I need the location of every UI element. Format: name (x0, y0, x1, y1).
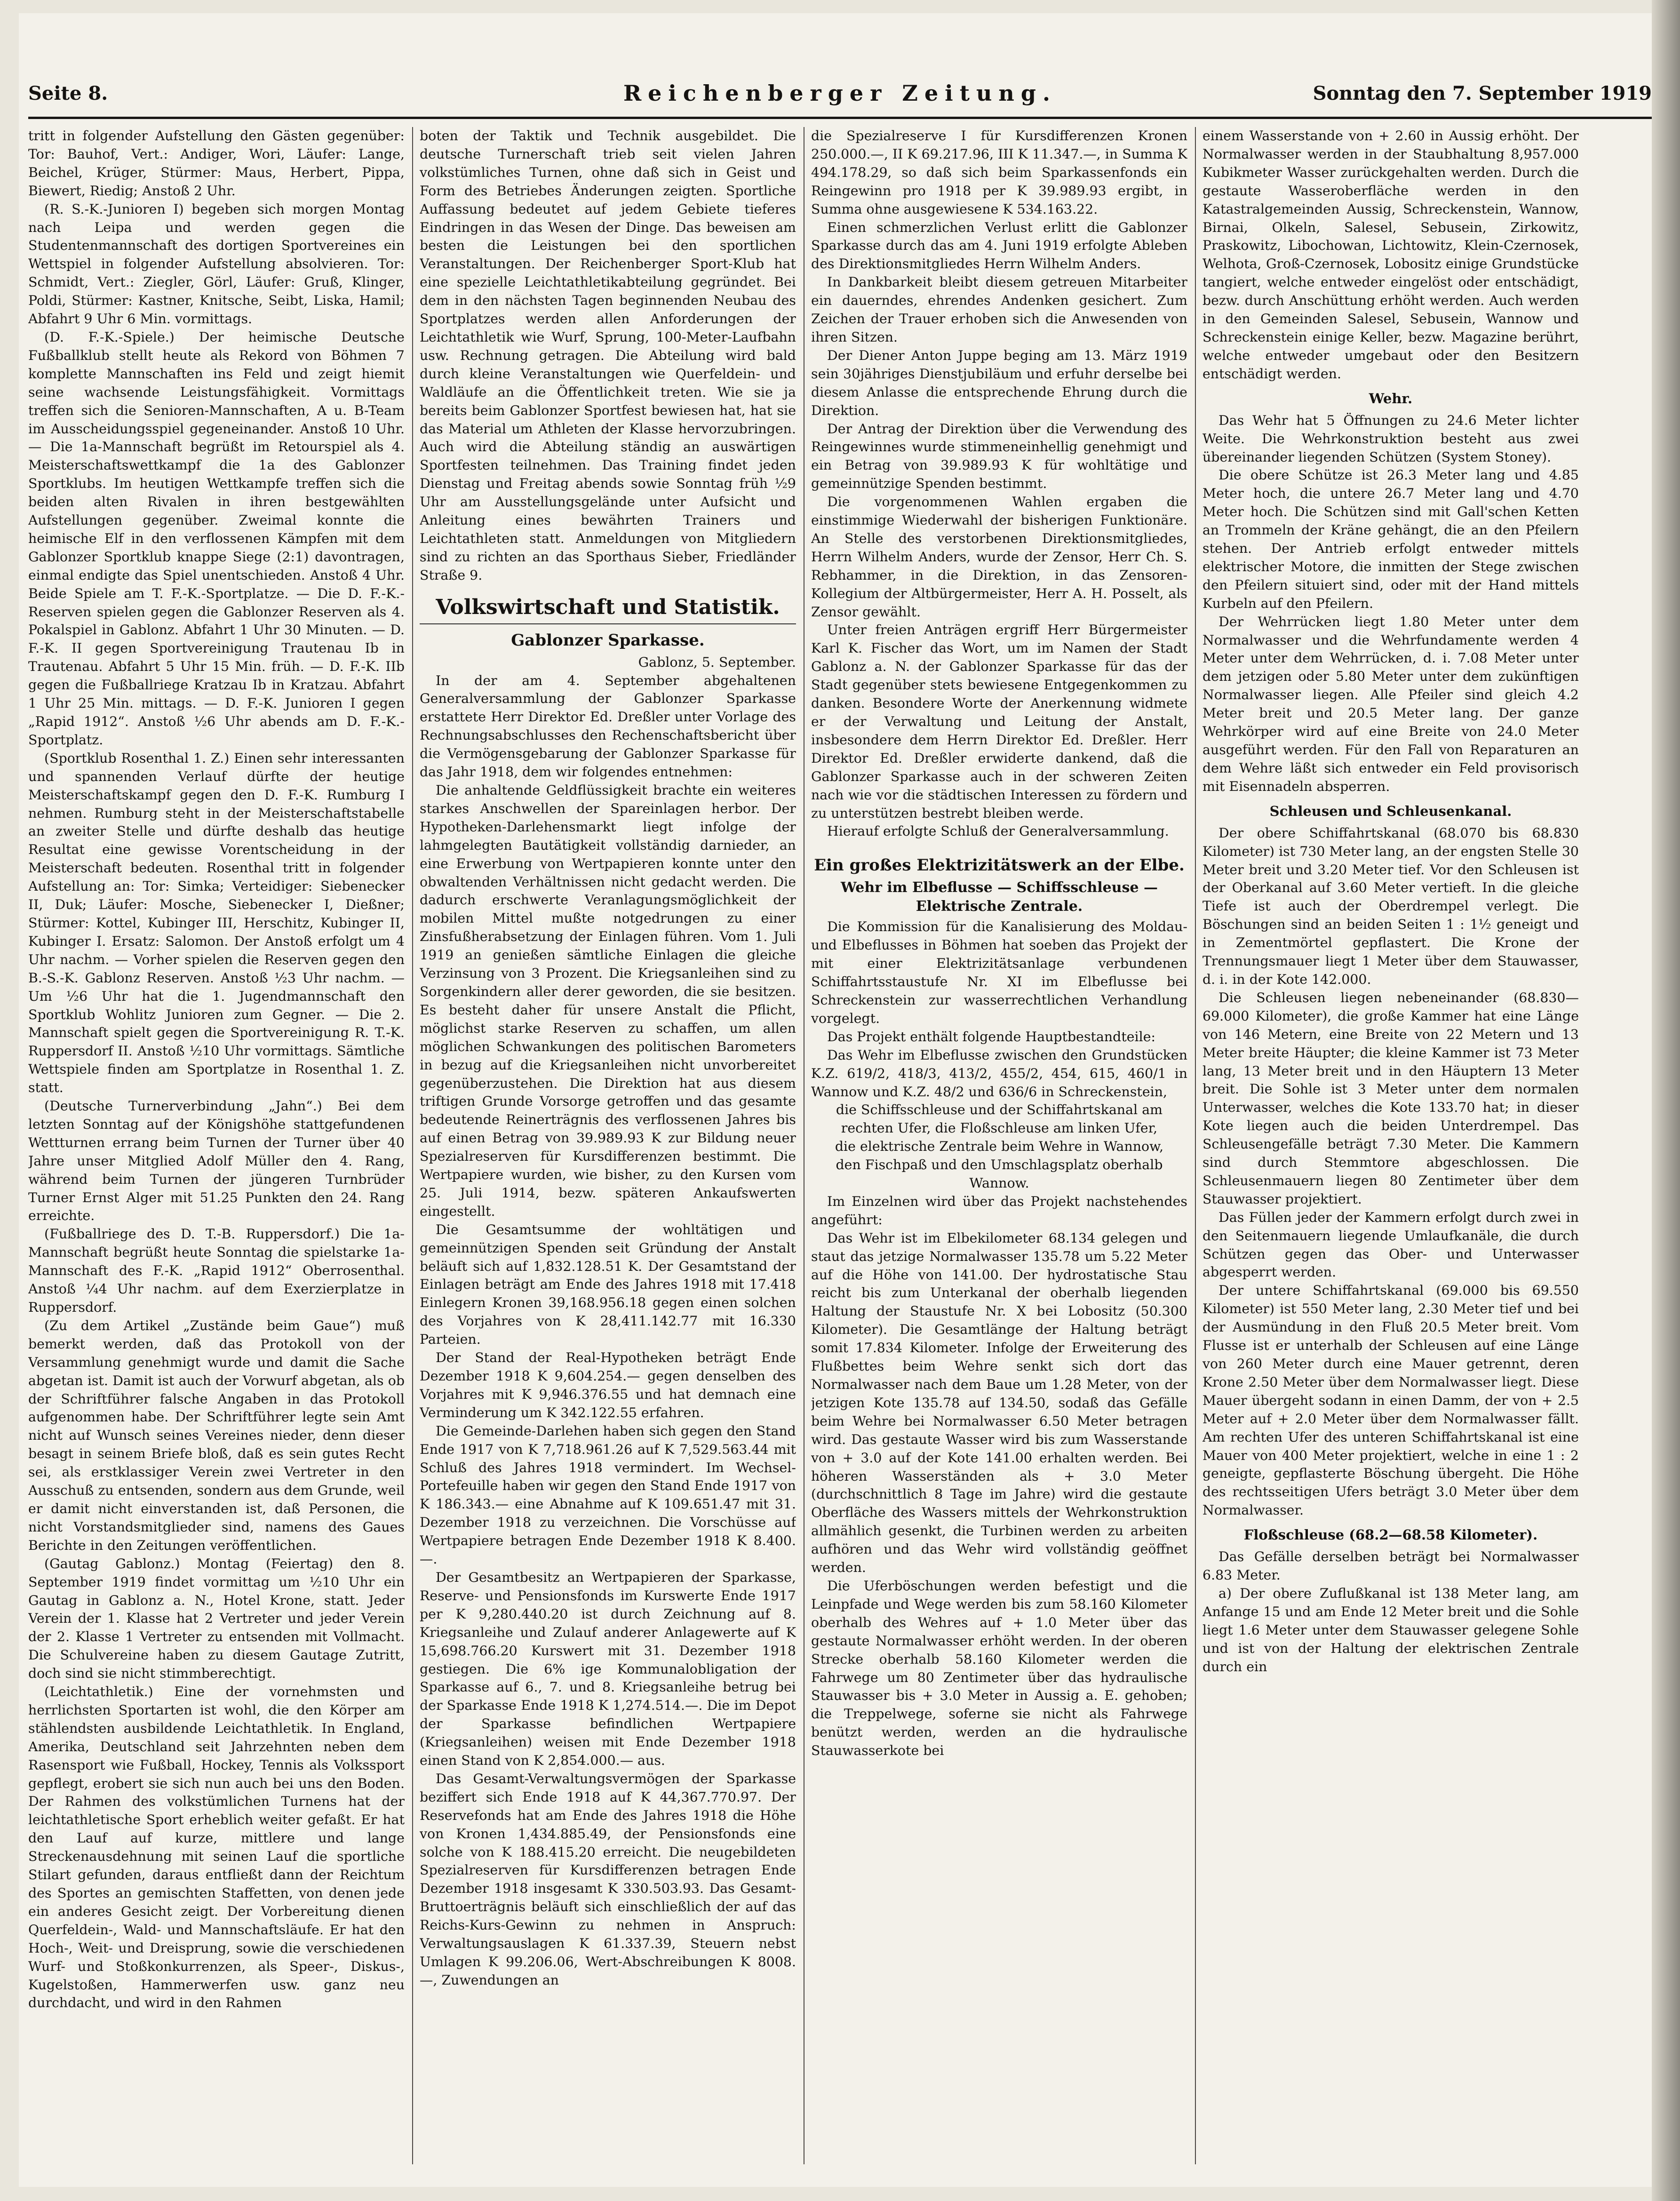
section-heading: Volkswirtschaft und Statistik. (420, 593, 796, 624)
article-title: Gablonzer Sparkasse. (511, 630, 705, 650)
paragraph: Die Kommission für die Kanalisierung des Moldau- und Elbeflusses in Böhmen hat soeben das Projekt der mit einer Elektrizitätsanlage verbundenen Schiffahrtsstaustufe Nr. XI im Elbeflusse bei Schreckenstein zur wasserrechtlichen Verhandlung vorgelegt. (811, 919, 1187, 1026)
paragraph: Der untere Schiffahrtskanal (69.000 bis 69.550 Kilometer) ist 550 Meter lang, 2.30 Meter tief und bei der Ausmündung in den Fluß 20.5 Meter breit. Vom Flusse ist er unterhalb der Schleusen auf eine Länge von 260 Meter durch eine Mauer getrennt, deren Krone 2.50 Meter über dem Normalwasser liegt. Diese Mauer übergeht sodann in einen Damm, der von + 2.5 Meter auf + 2.0 Meter über dem Normalwasser fällt. Am rechten Ufer des unteren Schiffahrtskanal ist eine Mauer von 400 Meter projektiert, welche in eine 1 : 2 geneigte, gepflasterte Böschung übergeht. Die Höhe des rechtsseitigen Ufers beträgt 3.0 Meter über dem Normalwasser. (1202, 1283, 1579, 1518)
column-divider (1195, 127, 1196, 2164)
paragraph: Der Stand der Real-Hypotheken beträgt Ende Dezember 1918 K 9,604.254.— gegen denselben des Vorjahres mit K 9,946.376.55 und hat demnach eine Verminderung um K 342.122.55 erfahren. (420, 1350, 796, 1420)
paragraph: Im Einzelnen wird über das Projekt nachstehendes angeführt: (811, 1193, 1187, 1228)
dateline: Gablonz, 5. September. (638, 654, 796, 670)
paragraph: Das Wehr ist im Elbekilometer 68.134 gelegen und staut das jetzige Normalwasser 135.78 um 5.22 Meter auf die Höhe von 141.00. Der hydrostatische Stau reicht bis zum Unterkanal der oberhalb liegenden Haltung der Staustufe Nr. X bei Lobositz (50.300 Kilometer). Die Gesamtlänge der Haltung beträgt somit 17.834 Kilometer. Infolge der Erweiterung des Flußbettes beim Wehre senkt sich dort das Normalwasser nach dem Baue um 1.28 Meter, von der jetzigen Kote 135.78 auf 134.50, sodaß das Gefälle beim Wehre bei Normalwasser 6.50 Meter betragen wird. Das gestaute Wasser wird bis zum Wasserstande von + 3.0 auf der Kote 141.00 erhalten werden. Bei höheren Wasserständen als + 3.0 Meter (durchschnittlich 8 Tage im Jahre) wird die gestaute Oberfläche des Wassers mittels der Wehrkonstruktion allmählich gesenkt, die Turbinen werden zu arbeiten aufhören und das Wehr wird vollständig geöffnet werden. (811, 1230, 1187, 1576)
issue-date: Sonntag den 7. September 1919 (1313, 82, 1652, 104)
paragraph: Das Wehr im Elbeflusse zwischen den Grundstücken K.Z. 619/2, 418/3, 413/2, 455/2, 454, 615, 460/1 in Wannow und K.Z. 48/2 und 636/6 in Schreckenstein, (811, 1047, 1187, 1100)
paragraph: In der am 4. September abgehaltenen Generalversammlung der Gablonzer Sparkasse erstattete Herr Direktor Ed. Dreßler unter Vorlage des Rechnungsabschlusses den Rechenschaftsbericht über die Vermögensgebarung der Gablonzer Sparkasse für das Jahr 1918, dem wir folgendes entnehmen: (420, 672, 796, 780)
subsection-heading: Wehr. (1369, 390, 1413, 407)
paragraph: den Fischpaß und den Umschlagsplatz oberhalb Wannow. (836, 1157, 1163, 1191)
paragraph: Das Projekt enthält folgende Hauptbestandteile: (827, 1029, 1156, 1045)
paragraph: (Gautag Gablonz.) Montag (Feiertag) den 8. September 1919 findet vormittag um ½10 Uhr ein Gautag in Gablonz a. N., Hotel Krone, statt. Jeder Verein der 1. Klasse hat 2 Vertreter und jeder Verein der 2. Klasse 1 Vertreter zu entsenden mit Vollmacht. Die Schulvereine haben zu diesem Gautage Zutritt, doch sind sie nicht stimmberechtigt. (28, 1555, 405, 1682)
paragraph: Einen schmerzlichen Verlust erlitt die Gablonzer Sparkasse durch das am 4. Juni 1919 erfolgte Ableben des Direktionsmitgliedes Herrn Wilhelm Anders. (811, 219, 1187, 272)
paragraph: Unter freien Anträgen ergriff Herr Bürgermeister Karl K. Fischer das Wort, um im Namen der Stadt Gablonz a. N. der Gablonzer Sparkasse für das der Stadt gegenüber stets bewiesene Entgegenkommen zu danken. Besondere Worte der Anerkennung widmete er der Verwaltung und Leitung der Anstalt, insbesondere dem Herrn Direktor Ed. Dreßler. Herr Direktor Ed. Dreßler erwiderte dankend, daß die Gablonzer Sparkasse auch in der schweren Zeiten nach wie vor die städtischen Interessen zu fördern und zu unterstützen bestrebt bleiben werde. (811, 622, 1187, 821)
page-edge-shadow (1652, 0, 1680, 2201)
header-rule (28, 117, 1652, 119)
paragraph: (Zu dem Artikel „Zustände beim Gaue“) muß bemerkt werden, daß das Protokoll von der Versammlung genehmigt wurde und damit die Sache abgetan ist. Damit ist auch der Vorwurf abgetan, als ob der Schriftführer falsche Angaben in das Protokoll aufgenommen habe. Der Schriftführer legte sein Amt nicht auf Wunsch seines Vereines nieder, denn dieser besagt in seinem Briefe bloß, daß es sein gutes Recht sei, als erstklassiger Verein zwei Vertreter in den Ausschuß zu entsenden, sondern aus dem Grunde, weil er damit nicht einverstanden ist, daß Personen, die nicht Vorstandsmitglieder sind, namens des Gaues Berichte in den Zeitungen veröffentlichen. (28, 1317, 405, 1553)
column-4 (1202, 127, 1579, 2164)
article-subtitle: Wehr im Elbeflusse — Schiffsschleuse — Elektrische Zentrale. (840, 879, 1158, 915)
paragraph: (Leichtathletik.) Eine der vornehmsten und herrlichsten Sportarten ist wohl, die den Körper am stählendsten ausbildende Leichtathletik. In England, Amerika, Deutschland seit Jahrzehnten neben dem Rasensport wie Fußball, Hockey, Tennis als Volkssport gepflegt, erobert sie sich nun auch bei uns den Boden. Der Rahmen des volkstümlichen Turnens hat der leichtathletische Sport erheblich weiter gefaßt. Er hat den Lauf auf kurze, mittlere und lange Streckenausdehnung mit seinen Lauf die sportliche Stilart gefunden, daraus entfließt dann der Reichtum des Sportes an gemischten Staffetten, von denen jede ein anderes Gesicht zeigt. Der Vorbereitung dienen Querfeldein-, Wald- und Mannschaftsläufe. Er hat den Hoch-, Weit- und Dreisprung, sowie die verschiedenen Wurf- und Stoßkonkurrenzen, als Speer-, Diskus-, Kugelstoßen, Hammerwerfen usw. ganz neu durchdacht, und wird in den Rahmen (28, 1684, 405, 2011)
paragraph: die Spezialreserve I für Kursdifferenzen Kronen 250.000.—, II K 69.217.96, III K 11.347.—, in Summa K 494.178.29, so daß sich beim Sparkassenfonds ein Reingewinn pro 1918 per K 39.989.93 ergibt, in Summa ohne ausgewiesene K 534.163.22. (811, 128, 1187, 217)
page-number: Seite 8. (28, 82, 108, 104)
paragraph: Die vorgenommenen Wahlen ergaben die einstimmige Wiederwahl der bisherigen Funktionäre. An Stelle des verstorbenen Direktionsmitgliedes, Herrn Wilhelm Anders, wurde der Zensor, Herr Ch. S. Rebhammer, in die Direktion, in das Zensoren-Kollegium der Altbürgermeister, Herr A. H. Posselt, als Zensor gewählt. (811, 494, 1187, 620)
column-divider (412, 127, 413, 2164)
paragraph: Die Schleusen liegen nebeneinander (68.830—69.000 Kilometer), die große Kammer hat eine Länge von 146 Metern, eine Breite von 22 Metern und 13 Meter breite Häupter; die kleine Kammer ist 73 Meter lang, 13 Meter breit und in den Häuptern 13 Meter breit. Die Sohle ist 3 Meter unter dem normalen Unterwasser, welches die Kote 133.70 hat; in dieser Kote liegen auch die beiden Unterdrempel. Das Schleusengefälle beträgt 7.30 Meter. Die Kammern sind durch Stemmtore abgeschlossen. Die Schleusenmauern liegen 80 Zentimeter über dem Stauwasser projektiert. (1202, 989, 1579, 1207)
column-1-sports (28, 127, 405, 2164)
paragraph: Das Wehr hat 5 Öffnungen zu 24.6 Meter lichter Weite. Die Wehrkonstruktion besteht aus zwei übereinander liegenden Schützen (System Stoney). (1202, 412, 1579, 465)
paragraph: In Dankbarkeit bleibt diesem getreuen Mitarbeiter ein dauerndes, ehrendes Andenken gesichert. Zum Zeichen der Trauer erhoben sich die Anwesenden von ihren Sitzen. (811, 274, 1187, 345)
paragraph: Der Antrag der Direktion über die Verwendung des Reingewinnes wurde stimmeneinhellig genehmigt und ein Betrag von 39.989.93 K für wohltätige und gemeinnützige Spenden bestimmt. (811, 421, 1187, 492)
paragraph: die elektrische Zentrale beim Wehre in Wannow, (835, 1139, 1164, 1155)
article-title: Ein großes Elektrizitätswerk an der Elbe. (814, 856, 1185, 875)
paragraph: (Deutsche Turnerverbindung „Jahn“.) Bei dem letzten Sonntag auf der Königshöhe stattgefundenen Wettturnen errang beim Turnen der Turner über 40 Jahre unser Mitglied Adolf Müller den 4. Rang, während beim Turnen der jüngeren Turnbrüder Turner Ernst Alger mit 51.25 Punkten den 24. Rang erreichte. (28, 1098, 405, 1224)
paragraph: (R. S.-K.-Junioren I) begeben sich morgen Montag nach Leipa und werden gegen die Studentenmannschaft des dortigen Sportvereines ein Wettspiel in folgender Aufstellung absolvieren. Tor: Schmidt, Vert.: Ziegler, Görl, Läufer: Gruß, Klinger, Poldi, Stürmer: Kastner, Knitsche, Seibt, Liska, Hamil; Abfahrt 9 Uhr 6 Min. vormittags. (28, 201, 405, 327)
paragraph: Der Wehrrücken liegt 1.80 Meter unter dem Normalwasser und die Wehrfundamente werden 4 Meter unter dem Wehrrücken, d. i. 7.08 Meter unter dem jetzigen oder 5.80 Meter unter dem zukünftigen Normalwasser liegen. Alle Pfeiler sind gleich 4.2 Meter breit und 20.5 Meter lang. Der ganze Wehrkörper wird auf eine Breite von 24.0 Meter ausgeführt werden. Für den Fall von Reparaturen an dem Wehre läßt sich entweder ein Feld provisorisch mit Eisennadeln absperren. (1202, 614, 1579, 794)
paragraph: Hierauf erfolgte Schluß der Generalversammlung. (827, 823, 1169, 839)
column-3 (811, 127, 1187, 2164)
paragraph: a) Der obere Zuflußkanal ist 138 Meter lang, am Anfange 15 und am Ende 12 Meter breit und die Sohle liegt 1.6 Meter unter dem Stauwasser gelegene Sohle und ist von der Haltung der elektrischen Zentrale durch ein (1202, 1585, 1579, 1675)
paragraph: Die Gesamtsumme der wohltätigen und gemeinnützigen Spenden seit Gründung der Anstalt beläuft sich auf 1,832.128.51 K. Der Gesamtstand der Einlagen beträgt am Ende des Jahres 1918 mit 17.418 Einlegern Kronen 39,168.956.18 gegen einen solchen des Vorjahres von K 28,411.142.77 mit 16.330 Parteien. (420, 1221, 796, 1348)
paragraph: Das Gefälle derselben beträgt bei Normalwasser 6.83 Meter. (1202, 1549, 1579, 1583)
page-header (28, 78, 1652, 111)
paragraph: Die obere Schütze ist 26.3 Meter lang und 4.85 Meter hoch, die untere 26.7 Meter lang und 4.70 Meter hoch. Die Schützen sind mit Gall'schen Ketten an Trommeln der Kräne gehängt, die an den Pfeilern stehen. Der Antrieb erfolgt entweder mittels elektrischer Motore, die inmitten der Stege zwischen den Pfeilern situiert sind, oder mit der Hand mittels Kurbeln auf den Pfeilern. (1202, 467, 1579, 611)
subsection-heading: Floßschleuse (68.2—68.58 Kilometer). (1243, 1527, 1538, 1543)
paragraph: Der Gesamtbesitz an Wertpapieren der Sparkasse, Reserve- und Pensionsfonds im Kurswerte Ende 1917 per K 9,280.440.20 ist durch Zeichnung auf 8. Kriegsanleihe und Zulauf anderer Anlagewerte auf K 15,698.766.20 Kurswert mit 31. Dezember 1918 gestiegen. Die 6% ige Kommunalobligation der Sparkasse auf 6., 7. und 8. Kriegsanleihe betrug bei der Sparkasse Ende 1918 K 1,274.514.—. Die im Depot der Sparkasse befindlichen Wertpapiere (Kriegsanleihen) weisen mit Ende Dezember 1918 einen Stand von K 2,854.000.— aus. (420, 1569, 796, 1769)
paragraph: die Schiffsschleuse und der Schiffahrtskanal am rechten Ufer, die Floßschleuse am linken Ufer, (836, 1102, 1163, 1136)
paragraph: Die Gemeinde-Darlehen haben sich gegen den Stand Ende 1917 von K 7,718.961.26 auf K 7,529.563.44 mit Schluß des Jahres 1918 vermindert. Im Wechsel-Portefeuille haben wir gegen den Stand Ende 1917 von K 186.343.— eine Abnahme auf K 109.651.47 mit 31. Dezember 1918 zu verzeichnen. Die Vorschüsse auf Wertpapiere betragen Ende Dezember 1918 K 8.400.—. (420, 1423, 796, 1567)
paragraph: einem Wasserstande von + 2.60 in Aussig erhöht. Der Normalwasser werden in der Staubhaltung 8,957.000 Kubikmeter Wasser zurückgehalten werden. Durch die gestaute Wasseroberfläche werden in den Katastralgemeinden Aussig, Schreckenstein, Wannow, Birnai, Olkeln, Salesel, Sebusein, Zirkowitz, Praskowitz, Libochowan, Lichtowitz, Klein-Czernosek, Welhota, Groß-Czernosek, Lobositz einige Grundstücke tangiert, welche entweder eingelöst oder entschädigt, bezw. durch Anschüttung erhöht werden. Auch werden in den Gemeinden Salesel, Sebusein, Wannow und Schreckenstein einige Keller, bezw. Magazine berührt, welche entweder umgebaut oder den Besitzern entschädigt werden. (1202, 128, 1579, 382)
paragraph: Das Füllen jeder der Kammern erfolgt durch zwei in den Seitenmauern liegende Umlaufkanäle, die durch Schützen gegen das Ober- und Unterwasser abgesperrt werden. (1202, 1209, 1579, 1280)
paragraph: boten der Taktik und Technik ausgebildet. Die deutsche Turnerschaft trieb seit vielen Jahren volkstümliches Turnen, ohne daß sich in Geist und Form des Betriebes Änderungen zeigten. Sportliche Auffassung bedeutet auf jedem Gebiete tieferes Eindringen in das Wesen der Dinge. Das beweisen am besten die Leistungen bei den sportlichen Veranstaltungen. Der Reichenberger Sport-Klub hat eine spezielle Leichtathletikabteilung gegründet. Bei dem in den nächsten Tagen beginnenden Neubau des Sportplatzes werden allen Anforderungen der Leichtathletik wie Wurf, Sprung, 100-Meter-Laufbahn usw. Rechnung getragen. Die Abteilung wird bald durch kleine Veranstaltungen wie Querfeldein- und Waldläufe an die Öffentlichkeit treten. Wie sie ja bereits beim Gablonzer Sportfest bewiesen hat, hat sie das Material um Athleten der Klasse hervorzubringen. Auch wird die Abteilung ständig an auswärtigen Sportfesten teilnehmen. Das Training findet jeden Dienstag und Freitag abends sowie Sonntag früh ½9 Uhr am Ausstellungsgelände unter Aufsicht und Anleitung eines bewährten Trainers und Leichtathleten statt. Anmeldungen von Mitgliedern sind zu richten an das Sporthaus Sieber, Friedländer Straße 9. (420, 128, 796, 583)
column-2 (420, 127, 796, 2164)
paragraph: Die anhaltende Geldflüssigkeit brachte ein weiteres starkes Anschwellen der Spareinlagen herbor. Der Hypotheken-Darlehensmarkt liegt infolge der lahmgelegten Bautätigkeit vollständig darnieder, an eine Erwerbung von Wertpapieren konnte unter den obwaltenden Verhältnissen nicht gedacht werden. Die dadurch erschwerte Veranlagungsmöglichkeit der mobilen Mittel mußte notgedrungen zu einer Zinsfußherabsetzung der Einlagen führen. Vom 1. Juli 1919 an genießen sämtliche Einlagen die gleiche Verzinsung von 3 Prozent. Die Kriegsanleihen sind zu Sorgenkindern aller derer geworden, die sie besitzen. Es besteht daher für unsere Anstalt die Pflicht, möglichst starke Reserven zu schaffen, um allen möglichen Schwankungen des politischen Barometers in bezug auf die Kriegsanleihen nicht unvorbereitet gegenüberzustehen. Die Direktion hat aus diesem triftigen Grunde Vorsorge getroffen und das gesamte bedeutende Reinerträgnis des verflossenen Jahres bis auf einen Betrag von 39.989.93 K zur Bildung neuer Spezialreserven für Kursdifferenzen bestimmt. Die Wertpapiere wurden, wie bisher, zu den Kursen vom 25. Juli 1914, bezw. späteren Ankaufswerten eingestellt. (420, 782, 796, 1219)
paragraph: Das Gesamt-Verwaltungsvermögen der Sparkasse beziffert sich Ende 1918 auf K 44,367.770.97. Der Reservefonds hat am Ende des Jahres 1918 die Höhe von Kronen 1,434.885.49, der Pensionsfonds eine solche von K 188.415.20 erreicht. Die neugebildeten Spezialreserven für Kursdifferenzen betragen Ende Dezember 1918 insgesamt K 330.503.93. Das Gesamt-Bruttoerträgnis beläuft sich einschließlich der auf das Reichs-Kurs-Gewinn zu nehmen in Anspruch: Verwaltungsauslagen K 61.337.39, Steuern nebst Umlagen K 99.206.06, Wert-Abschreibungen K 8008.—, Zuwendungen an (420, 1770, 796, 1988)
paragraph: (D. F.-K.-Spiele.) Der heimische Deutsche Fußballklub stellt heute als Rekord von Böhmen 7 komplette Mannschaften ins Feld und zeigt hiemit seine wachsende Leistungsfähigkeit. Vormittags treffen sich die Senioren-Mannschaften, A u. B-Team im Ausscheidungsspiel gegeneinander. Anstoß 10 Uhr. — Die 1a-Mannschaft begrüßt im Retourspiel als 4. Meisterschaftswettkampf die 1a des Gablonzer Sportklubs. Im heutigen Wettkampfe treffen sich die beiden alten Rivalen in ihren bestgewählten Aufstellungen gegenüber. Zweimal konnte die heimische Elf in den verflossenen Kämpfen mit dem Gablonzer Sportklub knappe Siege (2:1) davontragen, einmal endigte das Spiel unentschieden. Anstoß 4 Uhr. Beide Spiele am T. F.-K.-Sportplatze. — Die D. F.-K.-Reserven spielen gegen die Gablonzer Reserven als 4. Pokalspiel in Gablonz. Abfahrt 1 Uhr 30 Minuten. — D. F.-K. II gegen Sportvereinigung Trautenau Ib in Trautenau. Abfahrt 5 Uhr 15 Min. früh. — D. F.-K. IIb gegen die Fußballriege Kratzau Ib in Kratzau. Abfahrt 1 Uhr 25 Min. mittags. — D. F.-K. Junioren I gegen „Rapid 1912“. Anstoß ½6 Uhr abends am D. F.-K.-Sportplatz. (28, 329, 405, 748)
paragraph: Die Uferböschungen werden befestigt und die Leinpfade und Wege werden bis zum 58.160 Kilometer oberhalb des Wehres auf + 1.0 Meter über das gestaute Normalwasser erhöht werden. In der oberen Strecke oberhalb 58.160 Kilometer werden die Fahrwege um 80 Zentimeter über das hydraulische Stauwasser bis + 3.0 Meter in Aussig a. E. gehoben; die Treppelwege, soferne sie nicht als Fahrwege benützt werden, werden an die hydraulische Stauwasserkote bei (811, 1578, 1187, 1759)
newspaper-masthead: Reichenberger Zeitung. (623, 80, 1057, 106)
subsection-heading: Schleusen und Schleusenkanal. (1269, 803, 1512, 819)
paragraph: tritt in folgender Aufstellung den Gästen gegenüber: Tor: Bauhof, Vert.: Andiger, Wori, Läufer: Lange, Beichel, Krüger, Stürmer: Maus, Herbert, Pippa, Biewert, Riedig; Anstoß 2 Uhr. (28, 128, 405, 199)
paragraph: (Fußballriege des D. T.-B. Ruppersdorf.) Die 1a-Mannschaft begrüßt heute Sonntag die spielstarke 1a-Mannschaft des F.-K. „Rapid 1912“ Oberrosenthal. Anstoß ¼4 Uhr nachm. auf dem Exerzierplatze in Ruppersdorf. (28, 1226, 405, 1315)
paragraph: (Sportklub Rosenthal 1. Z.) Einen sehr interessanten und spannenden Verlauf dürfte der heutige Meisterschaftskampf gegen den D. F.-K. Rumburg I nehmen. Rumburg steht in der Meisterschaftstabelle an zweiter Stelle und dürfte deshalb das heutige Resultat eine gewisse Vorentscheidung in der Meisterschaft bedeuten. Rosenthal tritt in folgender Aufstellung an: Tor: Simka; Verteidiger: Siebenecker II, Duk; Läufer: Mosche, Siebenecker I, Dießner; Stürmer: Kottel, Kubinger III, Herschitz, Kubinger II, Kubinger I. Ersatz: Salomon. Der Anstoß erfolgt um 4 Uhr nachm. — Vorher spielen die Reserven gegen den B.-S.-K. Gablonz Reserven. Anstoß ½3 Uhr nachm. — Um ½6 Uhr hat die 1. Jugendmannschaft den Sportklub Wohlitz Junioren zum Gegner. — Die 2. Mannschaft spielt gegen die Sportvereinigung R. T.-K. Ruppersdorf II. Anstoß ½10 Uhr vormittags. Sämtliche Wettspiele finden am Sportplatze in Rosenthal 1. Z. statt. (28, 750, 405, 1096)
paragraph: Der Diener Anton Juppe beging am 13. März 1919 sein 30jähriges Dienstjubiläum und erfuhr derselbe bei diesem Anlasse die entsprechende Ehrung durch die Direktion. (811, 347, 1187, 418)
paragraph: Der obere Schiffahrtskanal (68.070 bis 68.830 Kilometer) ist 730 Meter lang, an der engsten Stelle 30 Meter breit und 3.20 Meter tief. Vor den Schleusen ist der Oberkanal auf 3.60 Meter vertieft. In die gleiche Tiefe ist auch der Oberdrempel verlegt. Die Böschungen sind an beiden Seiten 1 : 1½ geneigt und in Zementmörtel gepflastert. Die Krone der Trennungsmauer liegt 1 Meter über dem Stauwasser, d. i. in der Kote 142.000. (1202, 825, 1579, 987)
